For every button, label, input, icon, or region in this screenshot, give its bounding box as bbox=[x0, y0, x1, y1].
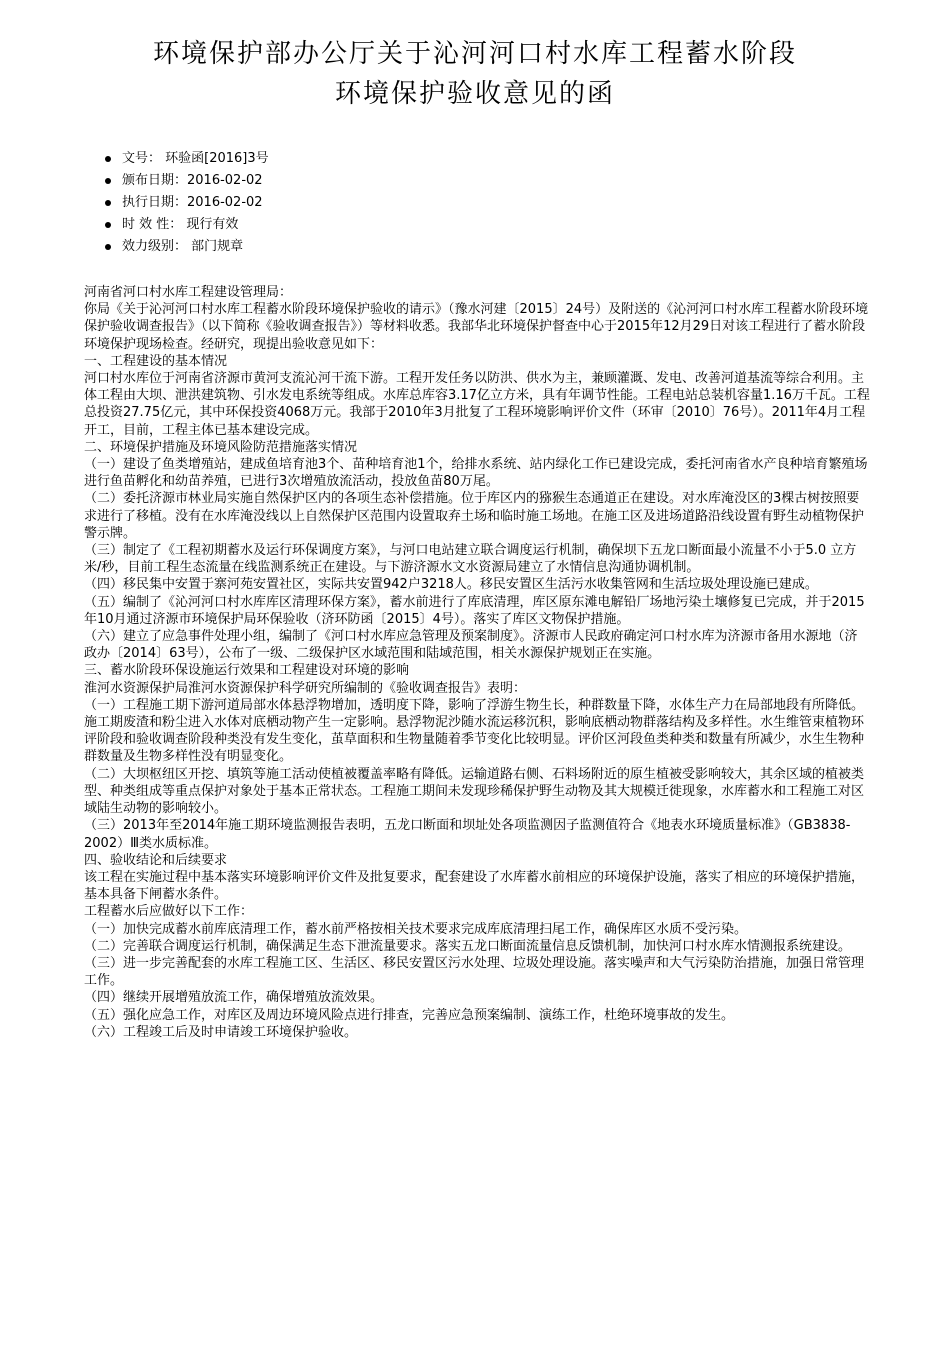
paragraph: （二）完善联合调度运行机制，确保满足生态下泄流量要求。落实五龙口断面流量信息反馈机制，加快河口村水库水情测报系统建设。 bbox=[84, 938, 852, 954]
meta-text: 执行日期：2016-02-02 bbox=[122, 195, 263, 210]
paragraph: （一）工程施工期下游河道局部水体悬浮物增加，透明度下降，影响了浮游生物生长，种群数量下降，水体生产力在局部地段有所降低。施工期废渣和粉尘进入水体对底栖动物产生一定影响。悬浮物泥沙随水流运移沉积，影响底栖动物群落结构及多样性。水生维管束植物环评阶段和验收调查阶段种类没有发生变化，茧草面积和生物量随着季节变化比较明显。评价区河段鱼类种类和数量有所减少，水生生物种群数量及生物多样性没有明显变化。 bbox=[84, 697, 865, 765]
document-body bbox=[84, 284, 870, 1041]
bullet-icon bbox=[105, 244, 111, 250]
meta-item-level bbox=[105, 236, 269, 258]
title-line-1: 环境保护部办公厅关于沁河河口村水库工程蓄水阶段 bbox=[152, 39, 797, 69]
paragraph: （五）编制了《沁河河口村水库库区清理环保方案》，蓄水前进行了库底清理，库区原东滩电解铅厂场地污染土壤修复已完成，并于2015年10月通过济源市环境保护局环保验收（济环防函〔2015〕4号）。落实了库区文物保护措施。 bbox=[84, 594, 865, 627]
paragraph: （六）建立了应急事件处理小组，编制了《河口村水库应急管理及预案制度》。济源市人民政府确定河口村水库为济源市备用水源地（济政办〔2014〕63号），公布了一级、二级保护区水域范围和陆域范围，相关水源保护规划正在实施。 bbox=[84, 629, 858, 662]
metadata-list bbox=[105, 148, 269, 258]
section-heading: 二、环境保护措施及环境风险防范措施落实情况 bbox=[84, 439, 358, 455]
paragraph: 工程蓄水后应做好以下工作： bbox=[84, 904, 254, 920]
section-heading: 四、验收结论和后续要求 bbox=[84, 852, 228, 868]
section-heading: 三、蓄水阶段环保设施运行效果和工程建设对环境的影响 bbox=[84, 663, 410, 679]
bullet-icon bbox=[105, 178, 111, 184]
meta-text: 颁布日期：2016-02-02 bbox=[122, 173, 263, 188]
section-heading: 一、工程建设的基本情况 bbox=[84, 353, 228, 369]
meta-item-effective-date bbox=[105, 192, 269, 214]
paragraph: 淮河水资源保护局淮河水资源保护科学研究所编制的《验收调查报告》表明： bbox=[84, 680, 527, 696]
paragraph: （四）移民集中安置于寨河苑安置社区，实际共安置942户3218人。移民安置区生活污水收集管网和生活垃圾处理设施已建成。 bbox=[84, 577, 818, 593]
salutation: 河南省河口村水库工程建设管理局： bbox=[84, 285, 293, 300]
bullet-icon bbox=[105, 200, 111, 206]
paragraph: （二）委托济源市林业局实施自然保护区内的各项生态补偿措施。位于库区内的猕猴生态通道正在建设。对水库淹没区的3棵古树按照要求进行了移植。没有在水库淹没线以上自然保护区范围内设置取弃土场和临时施工场地。在施工区及进场道路沿线设置有野生动植物保护警示牌。 bbox=[84, 491, 865, 541]
paragraph: （三）制定了《工程初期蓄水及运行环保调度方案》，与河口电站建立联合调度运行机制，确保坝下五龙口断面最小流量不小于5.0 立方米/秒，目前工程生态流量在线监测系统正在建设。与下游济源水文水资源局建立了水情信息沟通协调机制。 bbox=[84, 543, 857, 576]
paragraph: （六）工程竣工后及时申请竣工环境保护验收。 bbox=[84, 1024, 358, 1040]
bullet-icon bbox=[105, 156, 111, 162]
paragraph: 你局《关于沁河河口村水库工程蓄水阶段环境保护验收的请示》（豫水河建〔2015〕24号）及附送的《沁河河口村水库工程蓄水阶段环境保护验收调查报告》（以下简称《验收调查报告》）等材料收悉。我部华北环境保护督查中心于2015年12月29日对该工程进行了蓄水阶段环境保护现场检查。经研究，现提出验收意见如下： bbox=[84, 302, 869, 352]
meta-item-validity bbox=[105, 214, 269, 236]
paragraph: （一）建设了鱼类增殖站，建成鱼培育池3个、苗种培育池1个，给排水系统、站内绿化工作已建设完成，委托河南省水产良种培育繁殖场进行鱼苗孵化和幼苗养殖，已进行3次增殖放流活动，投放鱼苗80万尾。 bbox=[84, 457, 868, 490]
paragraph: 该工程在实施过程中基本落实环境影响评价文件及批复要求，配套建设了水库蓄水前相应的环境保护设施，落实了相应的环境保护措施，基本具备下闸蓄水条件。 bbox=[84, 869, 865, 903]
meta-item-doc-number bbox=[105, 148, 269, 170]
title-line-2: 环境保护验收意见的函 bbox=[334, 79, 615, 109]
meta-text: 时 效 性： 现行有效 bbox=[122, 217, 239, 232]
meta-text: 文号： 环验函[2016]3号 bbox=[122, 151, 269, 166]
meta-item-issue-date bbox=[105, 170, 269, 192]
paragraph: （五）强化应急工作，对库区及周边环境风险点进行排查，完善应急预案编制、演练工作，杜绝环境事故的发生。 bbox=[84, 1007, 735, 1023]
paragraph: 河口村水库位于河南省济源市黄河支流沁河干流下游。工程开发任务以防洪、供水为主，兼顾灌溉、发电、改善河道基流等综合利用。主体工程由大坝、泄洪建筑物、引水发电系统等组成。水库总库容3.17亿立方米，具有年调节性能。工程电站总装机容量1.16万千瓦。工程总投资27.75亿元，其中环保投资4068万元。我部于2010年3月批复了工程环境影响评价文件（环审〔2010〕76号）。2011年4月工程开工，目前，工程主体已基本建设完成。 bbox=[84, 371, 870, 438]
paragraph: （四）继续开展增殖放流工作，确保增殖放流效果。 bbox=[84, 990, 384, 1006]
paragraph: （三）2013年至2014年施工期环境监测报告表明，五龙口断面和坝址处各项监测因子监测值符合《地表水环境质量标准》（GB3838-2002）Ⅲ类水质标准。 bbox=[84, 818, 851, 851]
bullet-icon bbox=[105, 222, 111, 228]
meta-text: 效力级别： 部门规章 bbox=[122, 239, 244, 254]
paragraph: （一）加快完成蓄水前库底清理工作，蓄水前严格按相关技术要求完成库底清理扫尾工作，确保库区水质不受污染。 bbox=[84, 921, 748, 937]
paragraph: （三）进一步完善配套的水库工程施工区、生活区、移民安置区污水处理、垃圾处理设施。落实噪声和大气污染防治措施，加强日常管理工作。 bbox=[84, 955, 865, 989]
document-title bbox=[60, 34, 890, 114]
paragraph: （二）大坝枢纽区开挖、填筑等施工活动使植被覆盖率略有降低。运输道路右侧、石料场附近的原生植被受影响较大，其余区域的植被类型、种类组成等重点保护对象处于基本正常状态。工程施工期间未发现珍稀保护野生动物及其大规模迁徙现象，水库蓄水和工程施工对区域陆生动物的影响较小。 bbox=[84, 766, 865, 817]
